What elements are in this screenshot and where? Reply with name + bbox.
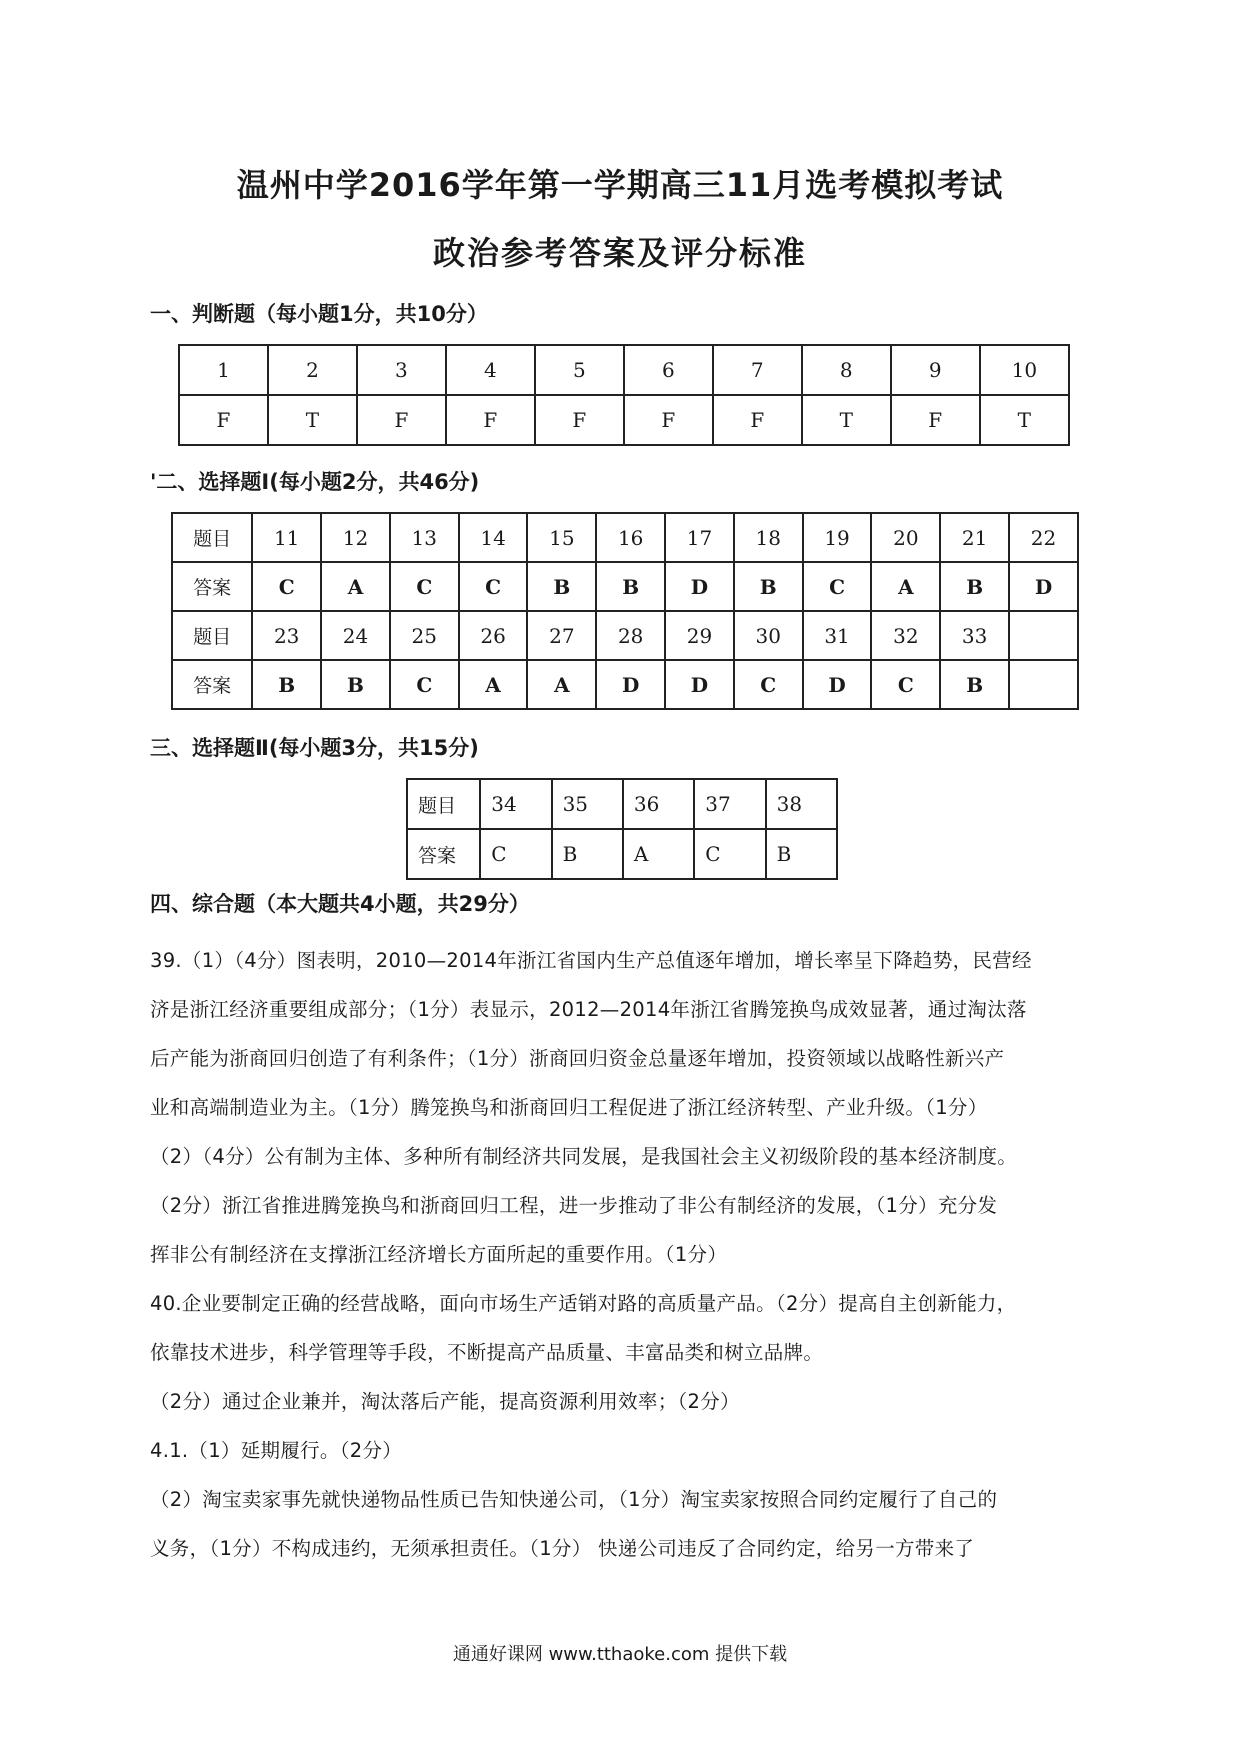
- question-number: 12: [321, 513, 390, 562]
- page-title: 温州中学2016学年第一学期高三11月选考模拟考试: [236, 166, 1004, 204]
- table-row: [179, 395, 1069, 445]
- answer-line: （2分）通过企业兼并，淘汰落后产能，提高资源利用效率；（2分）: [150, 1390, 740, 1413]
- answer-cell: D: [596, 660, 665, 709]
- question-number: 24: [321, 611, 390, 660]
- answer-line: 挥非公有制经济在支撑浙江经济增长方面所起的重要作用。（1分）: [150, 1243, 728, 1266]
- answer-cell: B: [940, 562, 1009, 611]
- row-label: 题目: [172, 513, 252, 562]
- answer-cell: B: [734, 562, 803, 611]
- question-number: 35: [552, 779, 623, 829]
- table-row: [172, 660, 1078, 709]
- section2-heading: '二、选择题Ⅰ(每小题2分，共46分): [150, 470, 480, 494]
- question-number: 2: [268, 345, 357, 395]
- answer-cell: B: [321, 660, 390, 709]
- question-number: 18: [734, 513, 803, 562]
- table-row: [179, 345, 1069, 395]
- answer-cell: A: [321, 562, 390, 611]
- question-number: 1: [179, 345, 268, 395]
- answer-line: 义务，（1分）不构成违约，无须承担责任。（1分） 快递公司违反了合同约定，给另一方带来了: [150, 1537, 975, 1560]
- question-number: 4: [446, 345, 535, 395]
- answer-cell: C: [480, 829, 551, 879]
- answer-line: 39.（1）（4分）图表明，2010—2014年浙江省国内生产总值逐年增加，增长率呈下降趋势，民营经: [150, 949, 1032, 972]
- answer-cell: F: [357, 395, 446, 445]
- answer-line: （2分）浙江省推进腾笼换鸟和浙商回归工程，进一步推动了非公有制经济的发展，（1分）充分发: [150, 1194, 998, 1217]
- answer-cell: F: [179, 395, 268, 445]
- row-label: 题目: [407, 779, 480, 829]
- page-subtitle: 政治参考答案及评分标准: [432, 234, 807, 272]
- answer-cell: D: [803, 660, 872, 709]
- answer-cell: F: [891, 395, 980, 445]
- table-row: [172, 611, 1078, 660]
- question-number: 29: [665, 611, 734, 660]
- answer-line: 济是浙江经济重要组成部分；（1分）表显示，2012—2014年浙江省腾笼换鸟成效显著，通过淘汰落: [150, 998, 1027, 1021]
- answer-line: 依靠技术进步，科学管理等手段，不断提高产品质量、丰富品类和树立品牌。: [150, 1341, 824, 1364]
- answer-cell: A: [623, 829, 694, 879]
- question-number: 6: [624, 345, 713, 395]
- answer-cell: C: [390, 660, 459, 709]
- row-label: 答案: [407, 829, 480, 879]
- answer-cell: B: [552, 829, 623, 879]
- answer-cell: [1009, 660, 1078, 709]
- question-number: 5: [535, 345, 624, 395]
- answer-cell: T: [268, 395, 357, 445]
- answer-cell: F: [624, 395, 713, 445]
- row-label: 答案: [172, 660, 252, 709]
- true-false-answer-table: [178, 344, 1070, 446]
- answer-cell: A: [871, 562, 940, 611]
- table-row: [407, 779, 837, 829]
- footer-credit: 通通好课网 www.tthaoke.com 提供下载: [452, 1644, 788, 1665]
- row-label: 题目: [172, 611, 252, 660]
- question-number: 15: [527, 513, 596, 562]
- question-number: 19: [803, 513, 872, 562]
- section3-heading: 三、选择题Ⅱ(每小题3分，共15分): [150, 736, 479, 760]
- question-number: 14: [459, 513, 528, 562]
- answer-cell: F: [446, 395, 535, 445]
- row-label: 答案: [172, 562, 252, 611]
- question-number: [1009, 611, 1078, 660]
- question-number: 37: [694, 779, 765, 829]
- answer-cell: F: [713, 395, 802, 445]
- answer-cell: D: [665, 660, 734, 709]
- question-number: 3: [357, 345, 446, 395]
- answer-line: （2）淘宝卖家事先就快递物品性质已告知快递公司，（1分）淘宝卖家按照合同约定履行了自己的: [150, 1488, 998, 1511]
- answer-cell: D: [665, 562, 734, 611]
- question-number: 32: [871, 611, 940, 660]
- answer-cell: B: [940, 660, 1009, 709]
- question-number: 17: [665, 513, 734, 562]
- question-number: 23: [252, 611, 321, 660]
- choice-1-answer-table: [171, 512, 1079, 710]
- answer-cell: A: [527, 660, 596, 709]
- answer-cell: F: [535, 395, 624, 445]
- answer-line: 业和高端制造业为主。（1分）腾笼换鸟和浙商回归工程促进了浙江经济转型、产业升级。（1分）: [150, 1096, 988, 1119]
- question-number: 30: [734, 611, 803, 660]
- answer-cell: C: [803, 562, 872, 611]
- table-row: [172, 513, 1078, 562]
- answer-cell: C: [390, 562, 459, 611]
- choice-2-answer-table: [406, 778, 838, 880]
- answer-line: 40.企业要制定正确的经营战略，面向市场生产适销对路的高质量产品。（2分）提高自主创新能力，: [150, 1292, 1017, 1315]
- question-number: 33: [940, 611, 1009, 660]
- question-number: 34: [480, 779, 551, 829]
- table-row: [172, 562, 1078, 611]
- question-number: 26: [459, 611, 528, 660]
- answer-cell: B: [252, 660, 321, 709]
- question-number: 36: [623, 779, 694, 829]
- question-number: 25: [390, 611, 459, 660]
- answer-line: 后产能为浙商回归创造了有利条件；（1分）浙商回归资金总量逐年增加，投资领域以战略性新兴产: [150, 1047, 1005, 1070]
- question-number: 21: [940, 513, 1009, 562]
- question-number: 22: [1009, 513, 1078, 562]
- question-number: 28: [596, 611, 665, 660]
- question-number: 16: [596, 513, 665, 562]
- question-number: 8: [802, 345, 891, 395]
- answer-cell: C: [459, 562, 528, 611]
- answer-cell: B: [766, 829, 837, 879]
- question-number: 20: [871, 513, 940, 562]
- answer-cell: C: [871, 660, 940, 709]
- answer-cell: T: [980, 395, 1069, 445]
- question-number: 11: [252, 513, 321, 562]
- answer-body: [150, 936, 1100, 1573]
- answer-line: 4.1.（1）延期履行。（2分）: [150, 1439, 403, 1462]
- answer-cell: D: [1009, 562, 1078, 611]
- question-number: 27: [527, 611, 596, 660]
- answer-cell: C: [694, 829, 765, 879]
- answer-cell: A: [459, 660, 528, 709]
- question-number: 9: [891, 345, 980, 395]
- table-row: [407, 829, 837, 879]
- answer-cell: B: [527, 562, 596, 611]
- section4-heading: 四、综合题（本大题共4小题，共29分）: [150, 892, 530, 916]
- question-number: 13: [390, 513, 459, 562]
- question-number: 10: [980, 345, 1069, 395]
- section1-heading: 一、判断题（每小题1分，共10分）: [150, 302, 488, 326]
- answer-line: （2）（4分）公有制为主体、多种所有制经济共同发展，是我国社会主义初级阶段的基本经济制度。: [150, 1145, 1018, 1168]
- answer-cell: C: [252, 562, 321, 611]
- answer-cell: B: [596, 562, 665, 611]
- answer-cell: C: [734, 660, 803, 709]
- answer-cell: T: [802, 395, 891, 445]
- question-number: 31: [803, 611, 872, 660]
- question-number: 38: [766, 779, 837, 829]
- question-number: 7: [713, 345, 802, 395]
